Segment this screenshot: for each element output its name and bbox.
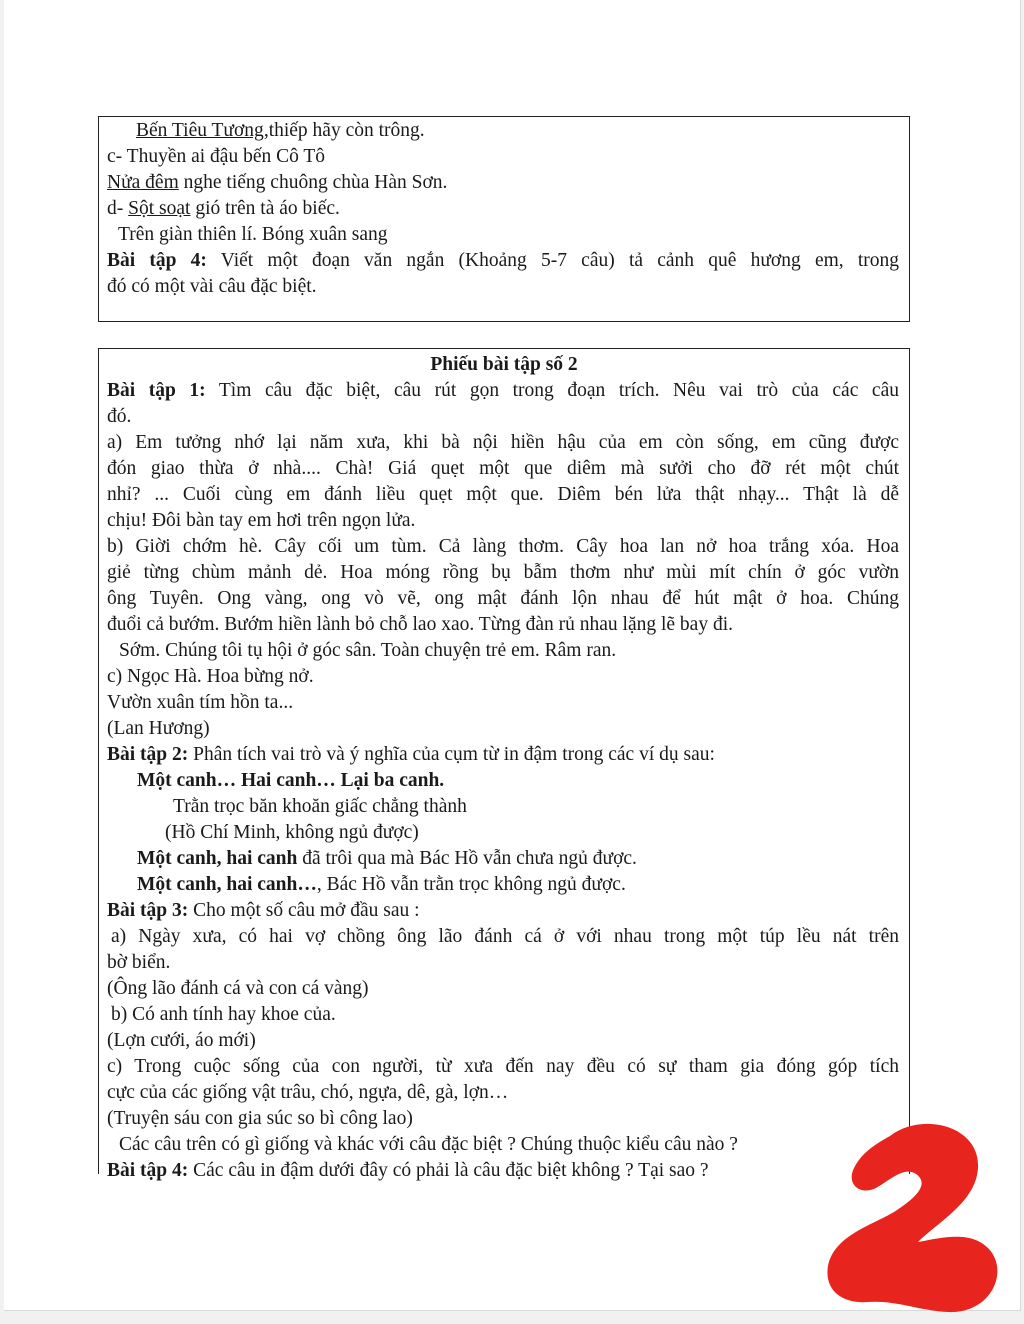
text-line: (Lợn cưới, áo mới)	[107, 1030, 256, 1051]
text-line: a) Ngày xưa, có hai vợ chồng ông lão đánh cá ở với nhau trong một túp lều nát trên	[111, 926, 899, 947]
text-line: đó.	[107, 406, 132, 427]
worksheet-title: Phiếu bài tập số 2	[430, 354, 578, 375]
text-line: đó có một vài câu đặc biệt.	[107, 276, 317, 297]
text-line: Vườn xuân tím hồn ta...	[107, 692, 294, 713]
text-line: đón giao thừa ở nhà.... Chà! Giá quẹt một que diêm mà sưởi cho đỡ rét một chút	[107, 458, 899, 479]
text-line: Một canh, hai canh đã trôi qua mà Bác Hồ vẫn chưa ngủ được.	[137, 848, 637, 869]
text-line: a) Em tưởng nhớ lại năm xưa, khi bà nội hiền hậu của em còn sống, em cũng được	[107, 432, 899, 453]
text-line: b) Có anh tính hay khoe của.	[111, 1004, 336, 1025]
text-line: Các câu trên có gì giống và khác với câu đặc biệt ? Chúng thuộc kiểu câu nào ?	[119, 1134, 738, 1155]
text-line: c) Ngọc Hà. Hoa bừng nở.	[107, 666, 314, 687]
exercise-heading: Bài tập 3: Cho một số câu mở đầu sau :	[107, 900, 420, 921]
text-line: d- Sột soạt gió trên tà áo biếc.	[107, 198, 340, 219]
text-line: cực của các giống vật trâu, chó, ngựa, dê, gà, lợn…	[107, 1082, 509, 1103]
exercise-box-1	[98, 116, 910, 322]
text-line: c) Trong cuộc sống của con người, từ xưa đến nay đều có sự tham gia đóng góp tích	[107, 1056, 899, 1077]
text-line: (Ông lão đánh cá và con cá vàng)	[107, 978, 369, 999]
text-line: Trên giàn thiên lí. Bóng xuân sang	[118, 224, 388, 245]
text-line: đuổi cả bướm. Bướm hiền lành bỏ chỗ lao xao. Từng đàn rủ nhau lặng lẽ bay đi.	[107, 614, 734, 635]
text-line: b) Giời chớm hè. Cây cối um tùm. Cả làng thơm. Cây hoa lan nở hoa trắng xóa. Hoa	[107, 536, 899, 557]
text-line: (Truyện sáu con gia súc so bì công lao)	[107, 1108, 413, 1129]
text-line: bờ biển.	[107, 952, 171, 973]
text-line: Bến Tiêu Tương,thiếp hãy còn trông.	[136, 120, 425, 141]
poem-line: Một canh… Hai canh… Lại ba canh.	[137, 770, 445, 791]
exercise-heading: Bài tập 1: Tìm câu đặc biệt, câu rút gọn trong đoạn trích. Nêu vai trò của các câu	[107, 380, 899, 401]
red-number-two-shape	[827, 1124, 997, 1312]
text-line: (Lan Hương)	[107, 718, 210, 739]
poem-line: Trằn trọc băn khoăn giấc chẳng thành	[173, 796, 467, 817]
text-line: nhỉ? ... Cuối cùng em đánh liều quẹt một que. Diêm bén lửa thật nhạy... Thật là dễ	[107, 484, 899, 505]
exercise-heading: Bài tập 4: Các câu in đậm dưới đây có phải là câu đặc biệt không ? Tại sao ?	[107, 1160, 709, 1181]
poem-source: (Hồ Chí Minh, không ngủ được)	[165, 822, 419, 843]
text-line: Nửa đêm nghe tiếng chuông chùa Hàn Sơn.	[107, 172, 448, 193]
red-scribble-mark	[820, 1118, 1010, 1318]
text-line: Sớm. Chúng tôi tụ hội ở góc sân. Toàn chuyện trẻ em. Râm ran.	[119, 640, 617, 661]
document-page	[4, 0, 1021, 1311]
exercise-box-2	[98, 348, 910, 1181]
text-line: giẻ từng chùm mảnh dẻ. Hoa móng rồng bụ bẫm thơm như mùi mít chín ở góc vườn	[107, 562, 899, 583]
text-line: Một canh, hai canh…, Bác Hồ vẫn trằn trọc không ngủ được.	[137, 874, 626, 895]
exercise-heading: Bài tập 4: Viết một đoạn văn ngắn (Khoảng 5-7 câu) tả cảnh quê hương em, trong	[107, 250, 900, 271]
exercise-heading: Bài tập 2: Phân tích vai trò và ý nghĩa của cụm từ in đậm trong các ví dụ sau:	[107, 744, 715, 765]
text-line: c- Thuyền ai đậu bến Cô Tô	[107, 146, 326, 167]
text-line: ông Tuyên. Ong vàng, ong vò vẽ, ong mật đánh lộn nhau để hút mật ở hoa. Chúng	[107, 588, 899, 609]
text-line: chịu! Đôi bàn tay em hơi trên ngọn lửa.	[107, 510, 416, 531]
